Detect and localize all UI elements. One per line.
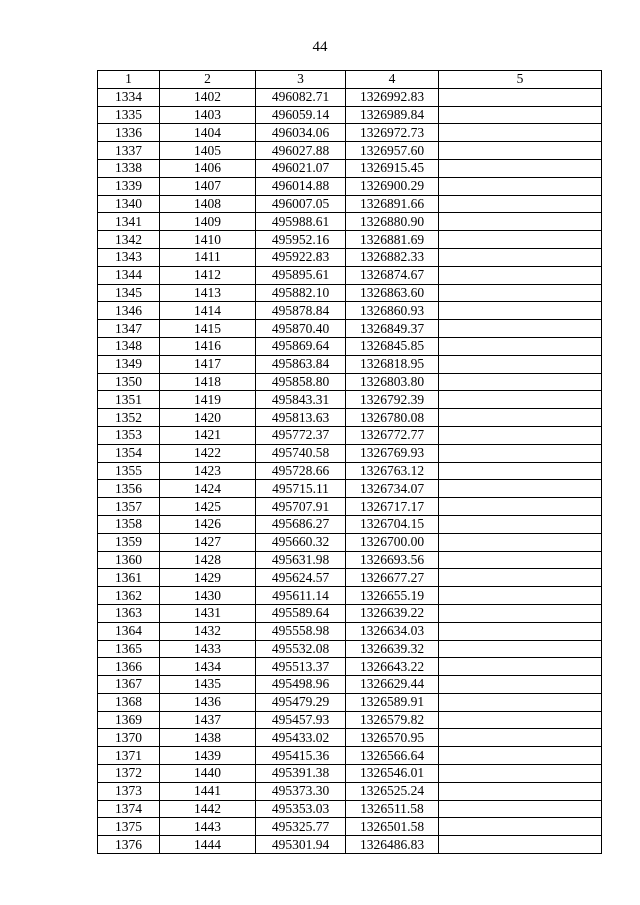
table-cell: 1352 bbox=[98, 409, 160, 427]
table-cell: 1355 bbox=[98, 462, 160, 480]
table-cell: 495353.03 bbox=[256, 800, 346, 818]
table-cell bbox=[439, 747, 602, 765]
table-cell bbox=[439, 106, 602, 124]
table-cell: 1326734.07 bbox=[346, 480, 439, 498]
table-cell: 1353 bbox=[98, 426, 160, 444]
table-cell: 1406 bbox=[160, 159, 256, 177]
table-cell bbox=[439, 266, 602, 284]
table-cell: 495988.61 bbox=[256, 213, 346, 231]
table-cell: 496082.71 bbox=[256, 88, 346, 106]
table-cell: 1326546.01 bbox=[346, 765, 439, 783]
table-cell: 1338 bbox=[98, 159, 160, 177]
table-cell: 495922.83 bbox=[256, 248, 346, 266]
table-row bbox=[98, 551, 602, 569]
table-cell: 1356 bbox=[98, 480, 160, 498]
table-cell bbox=[439, 836, 602, 854]
table-cell bbox=[439, 320, 602, 338]
table-cell: 1337 bbox=[98, 142, 160, 160]
table-cell: 1347 bbox=[98, 320, 160, 338]
table-cell: 495660.32 bbox=[256, 533, 346, 551]
table-cell bbox=[439, 515, 602, 533]
table-cell: 1434 bbox=[160, 658, 256, 676]
table-cell: 1425 bbox=[160, 498, 256, 516]
table-cell bbox=[439, 444, 602, 462]
table-cell bbox=[439, 533, 602, 551]
table-cell: 495532.08 bbox=[256, 640, 346, 658]
coordinates-table bbox=[97, 70, 602, 854]
table-cell: 1340 bbox=[98, 195, 160, 213]
table-cell: 1403 bbox=[160, 106, 256, 124]
table-cell: 1419 bbox=[160, 391, 256, 409]
table-cell: 1326989.84 bbox=[346, 106, 439, 124]
table-cell: 495895.61 bbox=[256, 266, 346, 284]
table-cell: 1326677.27 bbox=[346, 569, 439, 587]
table-body bbox=[98, 88, 602, 853]
table-cell: 1326769.93 bbox=[346, 444, 439, 462]
table-cell: 1439 bbox=[160, 747, 256, 765]
table-row bbox=[98, 231, 602, 249]
table-row bbox=[98, 320, 602, 338]
table-cell: 1424 bbox=[160, 480, 256, 498]
table-cell: 495301.94 bbox=[256, 836, 346, 854]
table-cell: 1326693.56 bbox=[346, 551, 439, 569]
table-cell: 1359 bbox=[98, 533, 160, 551]
table-cell: 495589.64 bbox=[256, 604, 346, 622]
table-cell: 1440 bbox=[160, 765, 256, 783]
table-row bbox=[98, 373, 602, 391]
table-cell: 495415.36 bbox=[256, 747, 346, 765]
table-cell: 1412 bbox=[160, 266, 256, 284]
table-cell bbox=[439, 569, 602, 587]
table-cell: 495457.93 bbox=[256, 711, 346, 729]
table-row bbox=[98, 195, 602, 213]
table-cell bbox=[439, 658, 602, 676]
table-cell: 495325.77 bbox=[256, 818, 346, 836]
table-cell: 496007.05 bbox=[256, 195, 346, 213]
table-cell: 1409 bbox=[160, 213, 256, 231]
table-row bbox=[98, 693, 602, 711]
table-row bbox=[98, 355, 602, 373]
table-cell: 1346 bbox=[98, 302, 160, 320]
table-cell bbox=[439, 551, 602, 569]
table-cell: 1420 bbox=[160, 409, 256, 427]
table-cell: 1326880.90 bbox=[346, 213, 439, 231]
table-cell: 495869.64 bbox=[256, 337, 346, 355]
table-row bbox=[98, 444, 602, 462]
table-row bbox=[98, 729, 602, 747]
table-cell: 495772.37 bbox=[256, 426, 346, 444]
table-cell: 495611.14 bbox=[256, 587, 346, 605]
table-cell bbox=[439, 284, 602, 302]
table-cell: 495952.16 bbox=[256, 231, 346, 249]
table-cell: 1365 bbox=[98, 640, 160, 658]
table-cell: 1341 bbox=[98, 213, 160, 231]
table-cell bbox=[439, 373, 602, 391]
table-cell bbox=[439, 800, 602, 818]
table-row bbox=[98, 213, 602, 231]
table-cell: 495878.84 bbox=[256, 302, 346, 320]
table-cell bbox=[439, 177, 602, 195]
table-row bbox=[98, 836, 602, 854]
table-cell: 1326780.08 bbox=[346, 409, 439, 427]
table-cell: 1375 bbox=[98, 818, 160, 836]
table-row bbox=[98, 337, 602, 355]
table-cell: 1360 bbox=[98, 551, 160, 569]
table-cell: 1339 bbox=[98, 177, 160, 195]
table-row bbox=[98, 462, 602, 480]
table-cell: 1429 bbox=[160, 569, 256, 587]
table-cell: 1326957.60 bbox=[346, 142, 439, 160]
table-cell: 1428 bbox=[160, 551, 256, 569]
table-cell: 1326818.95 bbox=[346, 355, 439, 373]
table-cell bbox=[439, 480, 602, 498]
table-cell: 495513.37 bbox=[256, 658, 346, 676]
table-cell: 1326639.22 bbox=[346, 604, 439, 622]
table-cell: 1415 bbox=[160, 320, 256, 338]
table-row bbox=[98, 88, 602, 106]
table-cell: 1432 bbox=[160, 622, 256, 640]
table-cell: 1351 bbox=[98, 391, 160, 409]
table-row bbox=[98, 302, 602, 320]
table-cell: 1326772.77 bbox=[346, 426, 439, 444]
table-cell: 1438 bbox=[160, 729, 256, 747]
table-cell: 1437 bbox=[160, 711, 256, 729]
table-row bbox=[98, 747, 602, 765]
table-cell bbox=[439, 409, 602, 427]
column-header: 5 bbox=[439, 71, 602, 89]
table-cell bbox=[439, 213, 602, 231]
table-cell: 1427 bbox=[160, 533, 256, 551]
table-cell: 1418 bbox=[160, 373, 256, 391]
table-cell bbox=[439, 622, 602, 640]
table-cell bbox=[439, 88, 602, 106]
table-cell: 1408 bbox=[160, 195, 256, 213]
table-row bbox=[98, 818, 602, 836]
table-row bbox=[98, 515, 602, 533]
table-cell bbox=[439, 142, 602, 160]
table-cell: 1361 bbox=[98, 569, 160, 587]
table-row bbox=[98, 248, 602, 266]
table-cell: 495498.96 bbox=[256, 676, 346, 694]
table-cell: 1362 bbox=[98, 587, 160, 605]
table-cell bbox=[439, 462, 602, 480]
table-cell: 1436 bbox=[160, 693, 256, 711]
table-cell: 1411 bbox=[160, 248, 256, 266]
table-cell: 1410 bbox=[160, 231, 256, 249]
table-cell: 1335 bbox=[98, 106, 160, 124]
table-row bbox=[98, 622, 602, 640]
table-cell: 1366 bbox=[98, 658, 160, 676]
table-cell: 495707.91 bbox=[256, 498, 346, 516]
table-cell: 1372 bbox=[98, 765, 160, 783]
table-cell: 1348 bbox=[98, 337, 160, 355]
table-cell: 1417 bbox=[160, 355, 256, 373]
table-cell: 1342 bbox=[98, 231, 160, 249]
table-cell: 496021.07 bbox=[256, 159, 346, 177]
table-row bbox=[98, 569, 602, 587]
table-cell: 1404 bbox=[160, 124, 256, 142]
table-cell: 495433.02 bbox=[256, 729, 346, 747]
table-row bbox=[98, 658, 602, 676]
table-cell: 1414 bbox=[160, 302, 256, 320]
table-cell: 1326845.85 bbox=[346, 337, 439, 355]
table-row bbox=[98, 498, 602, 516]
table-cell bbox=[439, 693, 602, 711]
table-cell: 1334 bbox=[98, 88, 160, 106]
table-cell: 1326891.66 bbox=[346, 195, 439, 213]
table-cell: 1326566.64 bbox=[346, 747, 439, 765]
table-cell: 1407 bbox=[160, 177, 256, 195]
table-row bbox=[98, 266, 602, 284]
table-cell: 495863.84 bbox=[256, 355, 346, 373]
table-cell: 1326803.80 bbox=[346, 373, 439, 391]
table-cell: 1416 bbox=[160, 337, 256, 355]
table-cell: 1326717.17 bbox=[346, 498, 439, 516]
table-cell: 1371 bbox=[98, 747, 160, 765]
table-row bbox=[98, 533, 602, 551]
table-cell: 1443 bbox=[160, 818, 256, 836]
table-cell: 1326639.32 bbox=[346, 640, 439, 658]
table-row bbox=[98, 765, 602, 783]
table-row bbox=[98, 159, 602, 177]
table-cell: 1326570.95 bbox=[346, 729, 439, 747]
table-cell: 1402 bbox=[160, 88, 256, 106]
table-cell: 1326629.44 bbox=[346, 676, 439, 694]
table-cell: 495686.27 bbox=[256, 515, 346, 533]
table-cell: 1431 bbox=[160, 604, 256, 622]
table-cell: 1433 bbox=[160, 640, 256, 658]
table-cell bbox=[439, 426, 602, 444]
table-cell: 495558.98 bbox=[256, 622, 346, 640]
table-cell: 1326849.37 bbox=[346, 320, 439, 338]
table-cell: 1344 bbox=[98, 266, 160, 284]
table-cell: 1326643.22 bbox=[346, 658, 439, 676]
table-cell: 1326486.83 bbox=[346, 836, 439, 854]
table-cell: 1326700.00 bbox=[346, 533, 439, 551]
table-row bbox=[98, 782, 602, 800]
table-cell: 1444 bbox=[160, 836, 256, 854]
table-cell: 1413 bbox=[160, 284, 256, 302]
table-cell: 496059.14 bbox=[256, 106, 346, 124]
table-cell: 1369 bbox=[98, 711, 160, 729]
table-cell bbox=[439, 231, 602, 249]
table-cell: 495728.66 bbox=[256, 462, 346, 480]
table-cell: 1326881.69 bbox=[346, 231, 439, 249]
table-cell bbox=[439, 765, 602, 783]
table-cell: 1326501.58 bbox=[346, 818, 439, 836]
table-cell: 1376 bbox=[98, 836, 160, 854]
table-cell: 1336 bbox=[98, 124, 160, 142]
table-cell: 496034.06 bbox=[256, 124, 346, 142]
table-cell: 495740.58 bbox=[256, 444, 346, 462]
table-cell: 1441 bbox=[160, 782, 256, 800]
table-cell: 1350 bbox=[98, 373, 160, 391]
table-cell: 495624.57 bbox=[256, 569, 346, 587]
table-cell: 496014.88 bbox=[256, 177, 346, 195]
table-cell: 1421 bbox=[160, 426, 256, 444]
table-cell: 495813.63 bbox=[256, 409, 346, 427]
table-cell: 1326992.83 bbox=[346, 88, 439, 106]
table-cell: 1326634.03 bbox=[346, 622, 439, 640]
table-row bbox=[98, 177, 602, 195]
table-cell bbox=[439, 676, 602, 694]
table-cell: 1326915.45 bbox=[346, 159, 439, 177]
table-cell bbox=[439, 195, 602, 213]
table-row bbox=[98, 284, 602, 302]
table-cell: 1326882.33 bbox=[346, 248, 439, 266]
table-cell: 1349 bbox=[98, 355, 160, 373]
table-row bbox=[98, 676, 602, 694]
table-cell: 1426 bbox=[160, 515, 256, 533]
table-cell: 1326525.24 bbox=[346, 782, 439, 800]
table-cell: 1364 bbox=[98, 622, 160, 640]
table-header bbox=[98, 71, 602, 89]
table-cell: 495479.29 bbox=[256, 693, 346, 711]
table-row bbox=[98, 391, 602, 409]
table-cell bbox=[439, 124, 602, 142]
table-cell: 1326704.15 bbox=[346, 515, 439, 533]
table-cell: 1430 bbox=[160, 587, 256, 605]
table-row bbox=[98, 142, 602, 160]
table-cell bbox=[439, 355, 602, 373]
table-row bbox=[98, 480, 602, 498]
table-cell: 1370 bbox=[98, 729, 160, 747]
table-cell: 1343 bbox=[98, 248, 160, 266]
table-cell bbox=[439, 498, 602, 516]
header-row bbox=[98, 71, 602, 89]
table-cell: 495391.38 bbox=[256, 765, 346, 783]
column-header: 4 bbox=[346, 71, 439, 89]
table-cell: 1405 bbox=[160, 142, 256, 160]
table-cell: 495373.30 bbox=[256, 782, 346, 800]
table-cell: 495858.80 bbox=[256, 373, 346, 391]
table-cell: 1326511.58 bbox=[346, 800, 439, 818]
table-cell: 1326972.73 bbox=[346, 124, 439, 142]
table-cell: 1422 bbox=[160, 444, 256, 462]
table-cell: 1354 bbox=[98, 444, 160, 462]
table-cell: 1326792.39 bbox=[346, 391, 439, 409]
table-cell: 1442 bbox=[160, 800, 256, 818]
table-cell: 1345 bbox=[98, 284, 160, 302]
table-cell: 1358 bbox=[98, 515, 160, 533]
page-number: 44 bbox=[312, 39, 328, 55]
table-cell: 495882.10 bbox=[256, 284, 346, 302]
column-header: 3 bbox=[256, 71, 346, 89]
table-cell: 1326900.29 bbox=[346, 177, 439, 195]
table-cell: 1368 bbox=[98, 693, 160, 711]
table-row bbox=[98, 711, 602, 729]
table-cell: 495843.31 bbox=[256, 391, 346, 409]
table-cell: 1374 bbox=[98, 800, 160, 818]
table-cell: 495631.98 bbox=[256, 551, 346, 569]
column-header: 1 bbox=[98, 71, 160, 89]
table-cell: 1326863.60 bbox=[346, 284, 439, 302]
table-cell bbox=[439, 818, 602, 836]
table-cell: 1326763.12 bbox=[346, 462, 439, 480]
table-cell bbox=[439, 302, 602, 320]
table-row bbox=[98, 409, 602, 427]
table-cell: 1357 bbox=[98, 498, 160, 516]
table-cell: 1363 bbox=[98, 604, 160, 622]
table-row bbox=[98, 640, 602, 658]
table-cell bbox=[439, 782, 602, 800]
table-row bbox=[98, 106, 602, 124]
table-cell: 495715.11 bbox=[256, 480, 346, 498]
column-header: 2 bbox=[160, 71, 256, 89]
table-cell: 1435 bbox=[160, 676, 256, 694]
table-cell bbox=[439, 391, 602, 409]
table-row bbox=[98, 800, 602, 818]
table-cell: 1326874.67 bbox=[346, 266, 439, 284]
table-cell: 1423 bbox=[160, 462, 256, 480]
table-cell: 1326579.82 bbox=[346, 711, 439, 729]
table-row bbox=[98, 587, 602, 605]
table-cell: 1326860.93 bbox=[346, 302, 439, 320]
table-cell bbox=[439, 711, 602, 729]
table-cell: 496027.88 bbox=[256, 142, 346, 160]
table-cell bbox=[439, 604, 602, 622]
table-cell bbox=[439, 640, 602, 658]
table-cell: 495870.40 bbox=[256, 320, 346, 338]
table-row bbox=[98, 426, 602, 444]
table-cell bbox=[439, 159, 602, 177]
table-row bbox=[98, 604, 602, 622]
table-cell bbox=[439, 587, 602, 605]
table-cell: 1326655.19 bbox=[346, 587, 439, 605]
table-cell bbox=[439, 248, 602, 266]
table-row bbox=[98, 124, 602, 142]
table-cell: 1373 bbox=[98, 782, 160, 800]
table-cell bbox=[439, 337, 602, 355]
table-cell bbox=[439, 729, 602, 747]
table-cell: 1367 bbox=[98, 676, 160, 694]
table-cell: 1326589.91 bbox=[346, 693, 439, 711]
